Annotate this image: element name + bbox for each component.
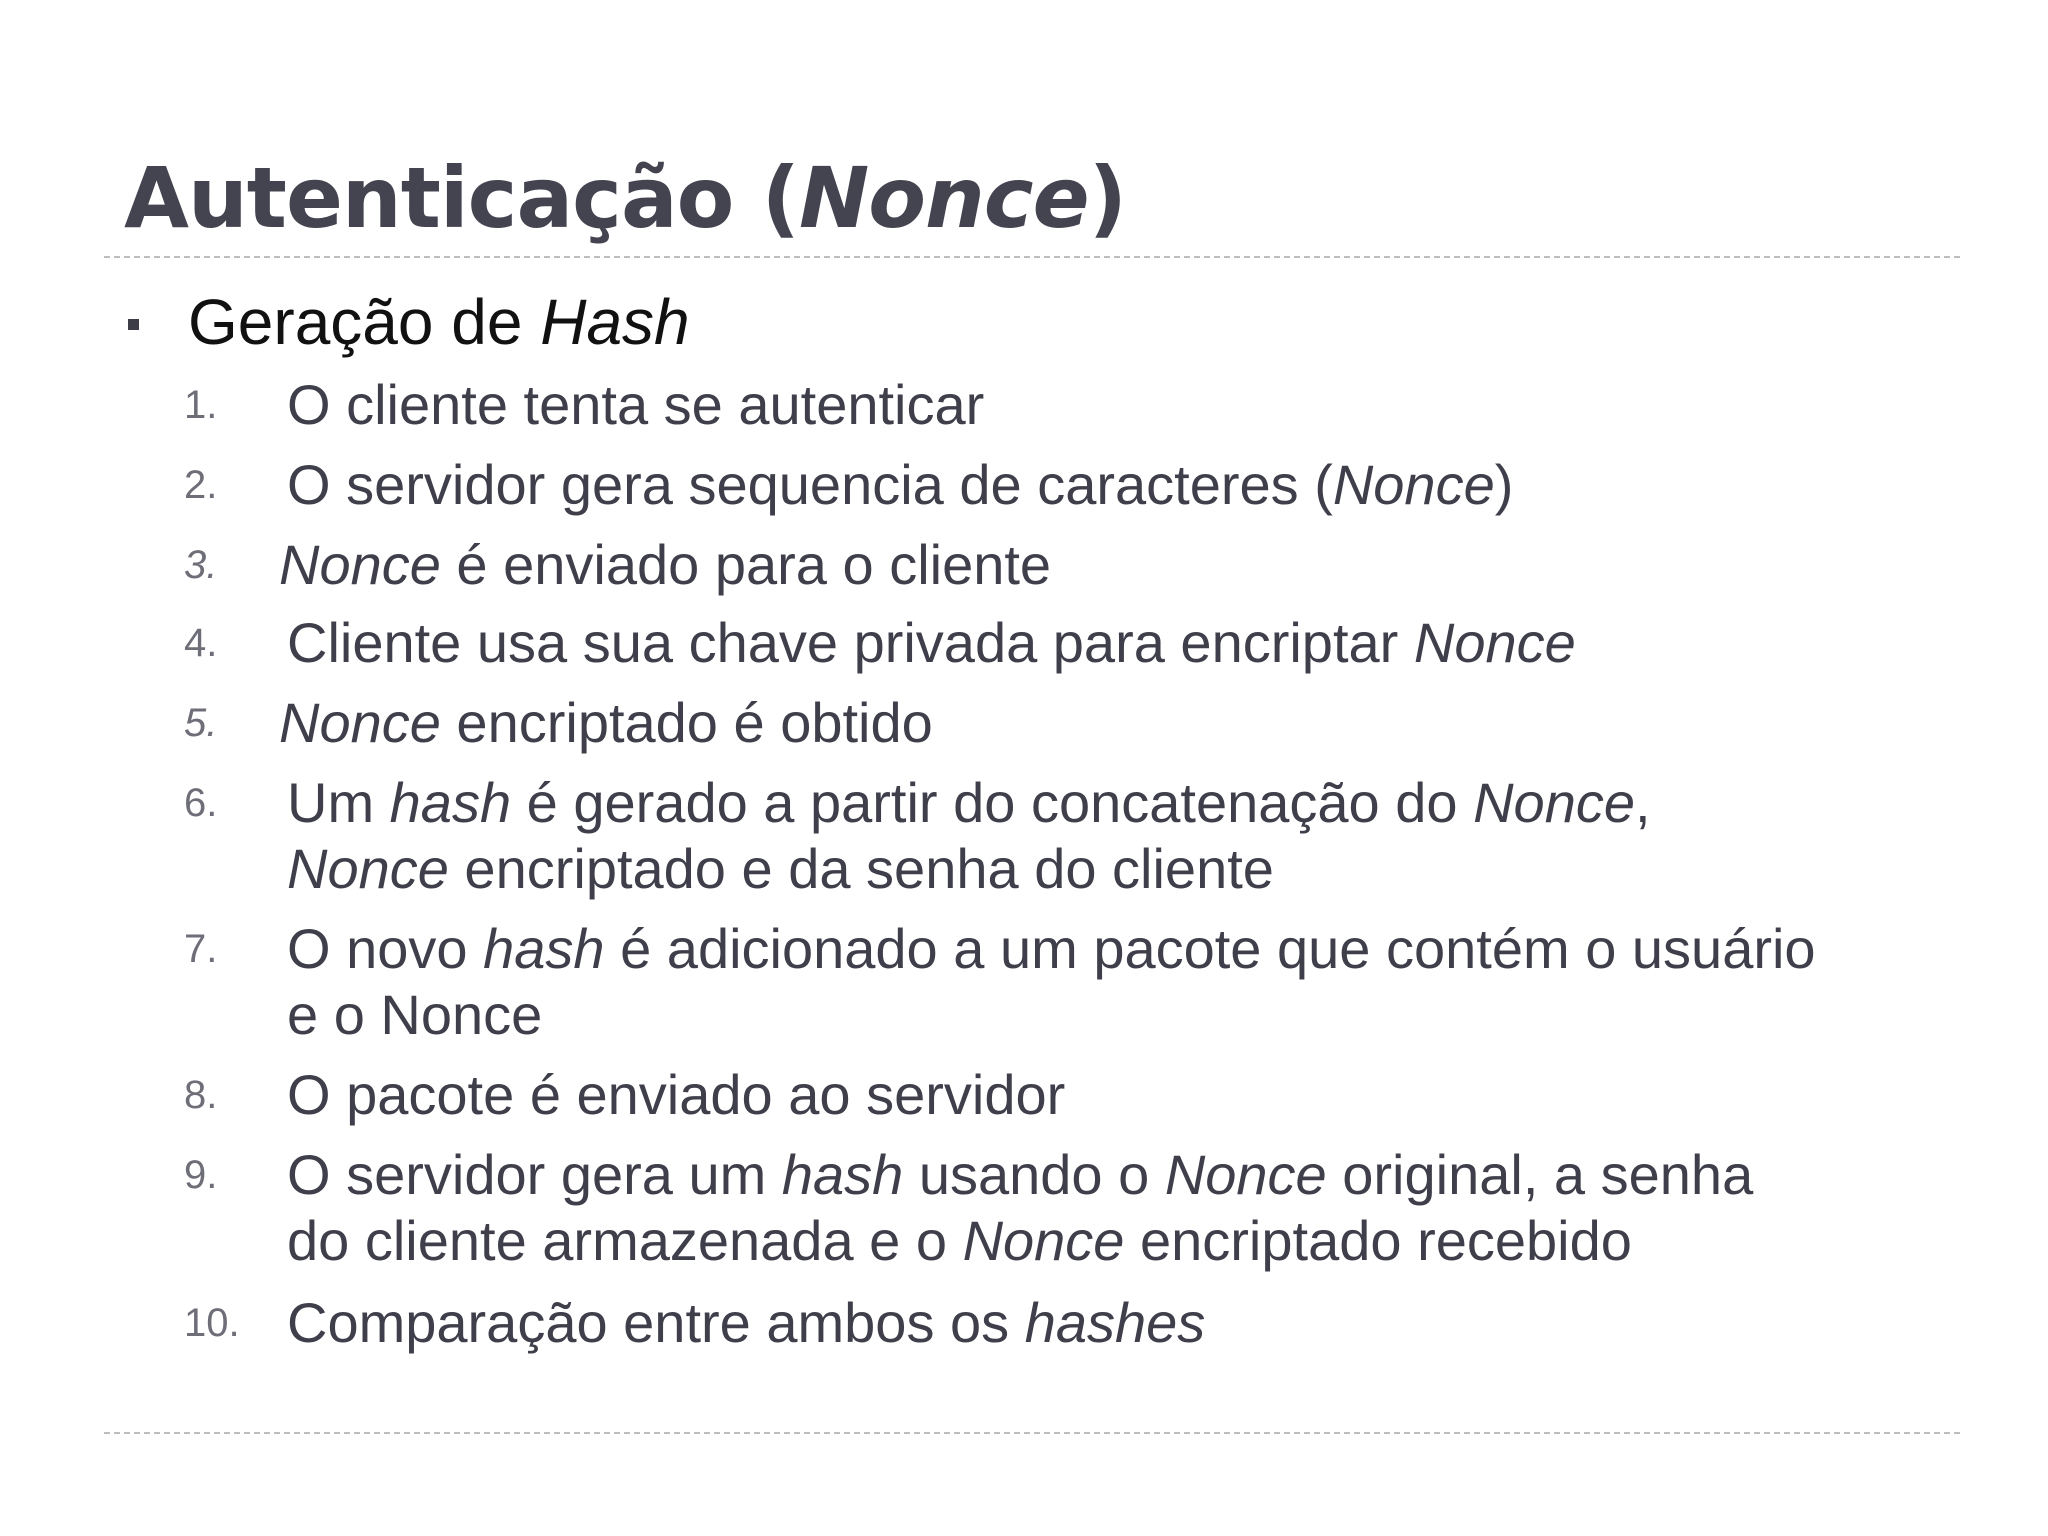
main-bullet-text	[188, 282, 690, 362]
title-italic-text: Nonce	[798, 149, 1089, 247]
step-number: 8.	[184, 1073, 218, 1117]
step-text-segment: O pacote é enviado ao servidor	[287, 1063, 1066, 1126]
step-text-segment: encriptado recebido	[1124, 1209, 1632, 1272]
step-number: 6.	[184, 781, 218, 825]
step-text-segment: encriptado e da senha do cliente	[448, 837, 1274, 900]
step-text-segment: é adicionado a um pacote que contém o usuário	[604, 917, 1816, 980]
step-number: 2.	[184, 463, 218, 507]
italic-term: Nonce	[962, 1209, 1125, 1272]
step-text-line	[287, 452, 1947, 518]
step-text-segment: do cliente armazenada e o	[287, 1209, 963, 1272]
step-text-segment: ,	[1634, 771, 1651, 834]
step-text-segment: )	[1494, 453, 1514, 516]
slide-title	[124, 138, 1126, 258]
step-text-segment: usando o	[903, 1143, 1165, 1206]
italic-term: Nonce	[1332, 453, 1495, 516]
step-text	[287, 610, 1947, 676]
step-text-segment: é gerado a partir do concatenação do	[511, 771, 1474, 834]
step-text	[287, 372, 1947, 438]
step-text-segment: original, a senha	[1326, 1143, 1754, 1206]
step-text-line	[287, 916, 1947, 982]
step-text	[287, 1062, 1947, 1128]
square-bullet-icon	[128, 319, 139, 330]
step-text-segment: O servidor gera sequencia de caracteres (	[287, 453, 1333, 516]
italic-term: Nonce	[287, 837, 449, 900]
italic-term: hash	[483, 917, 605, 980]
step-text-segment: Um	[287, 771, 390, 834]
step-text	[287, 770, 1947, 902]
step-text-segment: Cliente usa sua chave privada para encriptar	[287, 611, 1414, 674]
step-text-line	[287, 610, 1947, 676]
step-text-line	[279, 690, 1939, 756]
title-close-paren: )	[1088, 149, 1126, 247]
italic-term: Nonce	[279, 691, 441, 754]
step-text-segment: é enviado para o cliente	[440, 533, 1052, 596]
title-divider	[104, 256, 1960, 258]
italic-term: hashes	[1024, 1291, 1206, 1354]
step-text-segment: O cliente tenta se autenticar	[287, 373, 985, 436]
italic-term: Nonce	[1473, 771, 1635, 834]
step-text-line	[287, 1208, 1947, 1274]
italic-term: Nonce	[279, 533, 441, 596]
step-text-line	[287, 1142, 1947, 1208]
main-bullet-label: Geração de	[188, 286, 541, 358]
italic-term: hash	[389, 771, 512, 834]
step-text-segment: Comparação entre ambos os	[287, 1291, 1025, 1354]
step-number: 3.	[184, 543, 218, 587]
main-bullet	[128, 282, 690, 362]
step-text	[287, 452, 1947, 518]
step-text-segment: O servidor gera um	[287, 1143, 782, 1206]
step-text	[287, 1290, 1947, 1356]
step-text-line	[279, 532, 1939, 598]
step-text-line	[287, 836, 1947, 902]
step-text-segment: e o Nonce	[287, 983, 543, 1046]
title-text: Autenticação (	[124, 149, 799, 247]
step-text-line	[287, 372, 1947, 438]
italic-term: hash	[781, 1143, 904, 1206]
footer-divider	[104, 1432, 1960, 1434]
italic-term: Nonce	[1164, 1143, 1327, 1206]
step-number: 7.	[184, 927, 218, 971]
step-number: 4.	[184, 621, 218, 665]
step-number: 5.	[184, 701, 218, 745]
main-bullet-italic: Hash	[540, 286, 690, 358]
step-text	[287, 1142, 1947, 1274]
step-number: 10.	[184, 1301, 240, 1345]
step-text	[279, 690, 1939, 756]
italic-term: Nonce	[1413, 611, 1576, 674]
step-text-segment: encriptado é obtido	[440, 691, 933, 754]
step-number: 1.	[184, 383, 218, 427]
step-text-line	[287, 982, 1947, 1048]
step-text-line	[287, 1290, 1947, 1356]
step-text-line	[287, 1062, 1947, 1128]
step-text-line	[287, 770, 1947, 836]
step-number: 9.	[184, 1153, 218, 1197]
step-text	[279, 532, 1939, 598]
step-text	[287, 916, 1947, 1048]
step-text-segment: O novo	[287, 917, 484, 980]
